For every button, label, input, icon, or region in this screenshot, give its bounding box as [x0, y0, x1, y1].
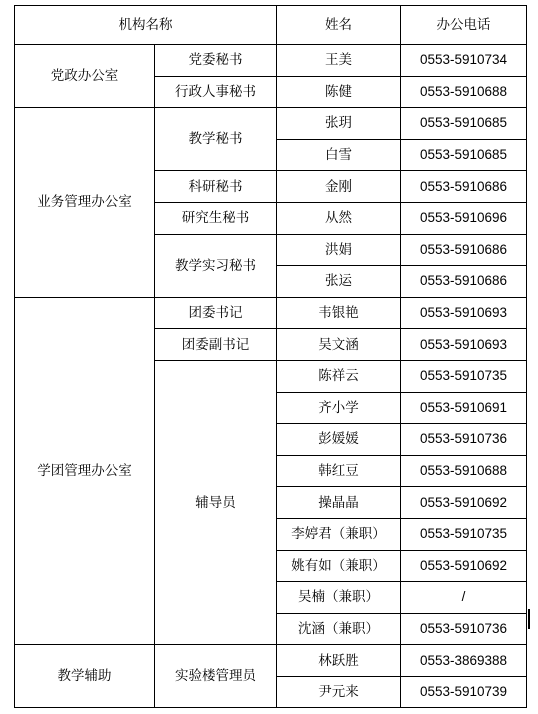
person-name: 从然	[277, 202, 401, 234]
phone-number: 0553-5910692	[401, 487, 527, 519]
person-name: 吴文涵	[277, 329, 401, 361]
phone-number: 0553-5910692	[401, 550, 527, 582]
phone-number: 0553-5910688	[401, 76, 527, 108]
person-name: 韦银艳	[277, 297, 401, 329]
phone-number: 0553-5910734	[401, 45, 527, 77]
person-name: 吴楠（兼职）	[277, 582, 401, 614]
role-cell: 教学实习秘书	[155, 234, 277, 297]
person-name: 陈祥云	[277, 360, 401, 392]
person-name: 洪娟	[277, 234, 401, 266]
phone-number: 0553-5910735	[401, 360, 527, 392]
role-cell: 科研秘书	[155, 171, 277, 203]
table-row	[15, 297, 527, 329]
phone-number: 0553-5910693	[401, 297, 527, 329]
phone-number: 0553-5910696	[401, 202, 527, 234]
department-cell: 业务管理办公室	[15, 108, 155, 298]
department-cell: 教学辅助	[15, 645, 155, 708]
phone-number: 0553-5910686	[401, 266, 527, 298]
role-cell: 研究生秘书	[155, 202, 277, 234]
phone-number: 0553-5910688	[401, 455, 527, 487]
person-name: 张运	[277, 266, 401, 298]
phone-number: 0553-5910686	[401, 171, 527, 203]
person-name: 韩红豆	[277, 455, 401, 487]
phone-number: 0553-5910735	[401, 518, 527, 550]
role-cell: 团委副书记	[155, 329, 277, 361]
header-phone: 办公电话	[401, 6, 527, 45]
role-cell: 团委书记	[155, 297, 277, 329]
person-name: 沈涵（兼职）	[277, 613, 401, 645]
phone-number: 0553-5910685	[401, 139, 527, 171]
department-cell: 学团管理办公室	[15, 297, 155, 645]
person-name: 王美	[277, 45, 401, 77]
role-cell: 党委秘书	[155, 45, 277, 77]
phone-number: 0553-5910685	[401, 108, 527, 140]
person-name: 张玥	[277, 108, 401, 140]
person-name: 彭媛媛	[277, 424, 401, 456]
department-cell: 党政办公室	[15, 45, 155, 108]
header-name: 姓名	[277, 6, 401, 45]
header-row	[15, 6, 527, 45]
table-row	[15, 108, 527, 140]
person-name: 操晶晶	[277, 487, 401, 519]
header-org: 机构名称	[15, 6, 277, 45]
text-cursor-mark	[528, 609, 530, 629]
phone-number: 0553-5910686	[401, 234, 527, 266]
person-name: 李婷君（兼职）	[277, 518, 401, 550]
person-name: 白雪	[277, 139, 401, 171]
phone-number: 0553-5910736	[401, 613, 527, 645]
phone-number: /	[401, 582, 527, 614]
person-name: 尹元来	[277, 676, 401, 708]
phone-number: 0553-5910691	[401, 392, 527, 424]
role-cell: 教学秘书	[155, 108, 277, 171]
phone-number: 0553-5910736	[401, 424, 527, 456]
table-row	[15, 45, 527, 77]
person-name: 金刚	[277, 171, 401, 203]
person-name: 齐小学	[277, 392, 401, 424]
person-name: 姚有如（兼职）	[277, 550, 401, 582]
person-name: 林跃胜	[277, 645, 401, 677]
role-cell: 实验楼管理员	[155, 645, 277, 708]
phone-number: 0553-3869388	[401, 645, 527, 677]
role-cell: 辅导员	[155, 360, 277, 644]
phone-number: 0553-5910739	[401, 676, 527, 708]
contact-table	[14, 5, 527, 708]
person-name: 陈健	[277, 76, 401, 108]
table-row	[15, 645, 527, 677]
role-cell: 行政人事秘书	[155, 76, 277, 108]
phone-number: 0553-5910693	[401, 329, 527, 361]
